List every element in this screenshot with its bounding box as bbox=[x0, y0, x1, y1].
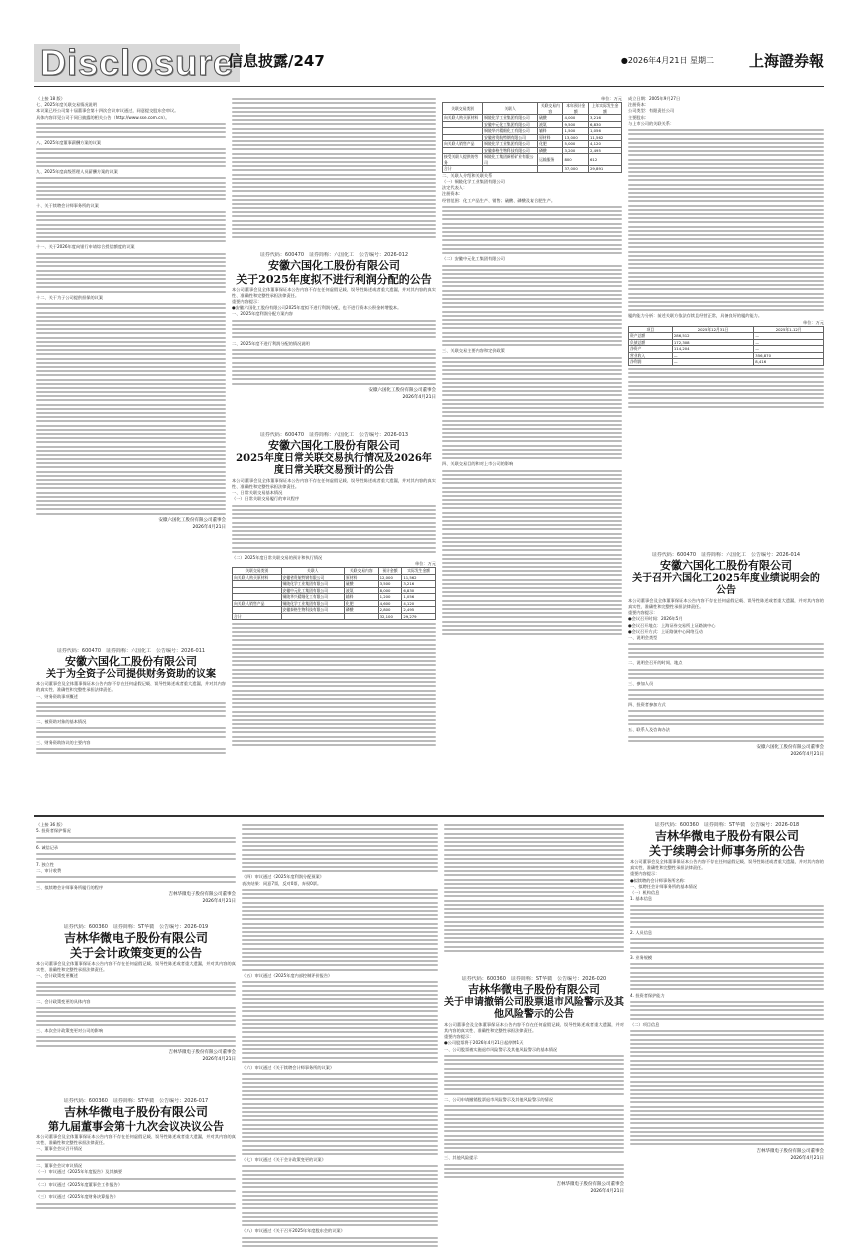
related-transactions-table bbox=[232, 567, 436, 620]
announcement-title: 关于为全资子公司提供财务资助的议案 bbox=[46, 668, 216, 680]
paragraph: 二、关联人介绍和关联关系 bbox=[442, 172, 493, 178]
paragraph: 公司类型：有限责任公司 bbox=[628, 108, 675, 114]
table-header: 上年实际发生金额 bbox=[589, 103, 622, 115]
company-title: 吉林华微电子股份有限公司 bbox=[654, 829, 799, 843]
table-caption: 单位：万元 bbox=[601, 96, 622, 101]
paragraph: ●公司股票将于2026年4月21日起停牌1天 bbox=[444, 1040, 524, 1046]
code-line: 证券代码：600470 证券简称：六国化工 公告编号：2026-012 bbox=[259, 252, 409, 258]
paragraph: 本公司董事会及全体董事保证本公告内容不存在任何虚假记载、误导性陈述或者重大遗漏，并对其内容的真实性、准确性和完整性承担法律责任。 bbox=[232, 286, 436, 298]
company-title: 安徽六国化工股份有限公司 bbox=[268, 439, 400, 452]
announcement-title: 关于会计政策变更的公告 bbox=[69, 946, 202, 960]
lower-col1-top bbox=[36, 822, 236, 920]
paragraph: 三、财务资助协议的主要内容 bbox=[36, 739, 91, 745]
masthead bbox=[34, 44, 824, 82]
signoff-date: 2026年4月21日 bbox=[402, 394, 436, 400]
paragraph: 一、说明会类型 bbox=[628, 634, 658, 640]
announcement-title: 关于召开六国化工2025年度业绩说明会的公告 bbox=[632, 572, 820, 597]
table-header: 2025年12月31日 bbox=[672, 326, 753, 333]
paragraph: （二）安徽中元化工集团有限公司 bbox=[442, 256, 505, 262]
forecast-table bbox=[442, 102, 622, 173]
paragraph: 2. 人员信息 bbox=[630, 929, 653, 935]
paragraph: 三、关联交易主要内容和定价政策 bbox=[442, 348, 505, 354]
paragraph: 重要内容提示： bbox=[630, 871, 660, 877]
company-title: 安徽六国化工股份有限公司 bbox=[65, 655, 197, 668]
paragraph: 成立日期：2005年9月27日 bbox=[628, 96, 681, 101]
table-row: 安徽泰格生物科技有限公司 磷酸 2,800 2,495 bbox=[233, 607, 436, 614]
table-row: 铜陵华兴精细化工有限公司 辅料 1,200 1,056 bbox=[233, 594, 436, 601]
paragraph: 6. 诚信记录 bbox=[36, 844, 59, 850]
announcement-delisting-warning bbox=[444, 976, 624, 1248]
paragraph: 与上市公司的关联关系： bbox=[628, 120, 675, 126]
paper-name: 上海證券報 bbox=[748, 52, 824, 70]
paragraph: ●安徽六国化工股份有限公司2025年度拟不进行利润分配，也不进行资本公积金转增股本。 bbox=[232, 305, 402, 311]
paragraph: 本公司董事会及全体董事保证本公告内容不存在任何虚假记载、误导性陈述或者重大遗漏，并对其内容的真实性、准确性和完整性承担法律责任。 bbox=[232, 477, 436, 489]
paragraph: （一）日常关联交易履行的审议程序 bbox=[232, 496, 300, 502]
code-line: 证券代码：600360 证券简称：ST华微 公告编号：2026-017 bbox=[63, 1098, 209, 1104]
code-line: 证券代码：600360 证券简称：ST华微 公告编号：2026-020 bbox=[461, 976, 607, 982]
table-row: 合计 32,100 29,279 bbox=[233, 613, 436, 620]
announcement-auditor-renewal bbox=[630, 822, 824, 1248]
paragraph: 二、会计政策变更的具体内容 bbox=[36, 998, 91, 1004]
paragraph: 三、参加人员 bbox=[628, 681, 654, 687]
paragraph: 主要股东： bbox=[628, 114, 649, 120]
signoff: 安徽六国化工股份有限公司董事会 bbox=[756, 744, 824, 750]
paragraph: （一）铜陵化学工业集团有限公司 bbox=[442, 178, 505, 184]
list-item: 具体内容详见公司于同日披露的相关公告（http://www.sse.com.cn）。 bbox=[36, 114, 170, 120]
code-line: 证券代码：600470 证券简称：六国化工 公告编号：2026-013 bbox=[259, 432, 409, 438]
table-row: 资产总额 286,512 — bbox=[629, 333, 824, 340]
table-row: 接受关联人提供的劳务 铜陵化工集团新桥矿业有限公司 运输服务 800 612 bbox=[443, 154, 622, 166]
paragraph: 本公司董事会及全体董事保证本公告内容不存在任何虚假记载、误导性陈述或者重大遗漏，并对其内容的真实性、准确性和完整性承担法律责任。 bbox=[444, 1021, 624, 1033]
code-line: 证券代码：600360 证券简称：ST华微 公告编号：2026-018 bbox=[654, 822, 800, 828]
paragraph: 本公司董事会及全体董事保证本公告内容不存在任何虚假记载、误导性陈述或者重大遗漏，并对其内容的真实性、准确性和完整性承担法律责任。 bbox=[36, 961, 236, 973]
table-header: 关联交易类别 bbox=[233, 568, 282, 575]
paragraph: （三）审议通过《2025年度财务决算报告》 bbox=[36, 1194, 118, 1200]
paragraph: 三、本次会计政策变更对公司的影响 bbox=[36, 1027, 104, 1033]
signoff: 吉林华微电子股份有限公司董事会 bbox=[756, 1148, 824, 1154]
paragraph: 一、拟聘任会计师事务所的基本情况 bbox=[630, 883, 698, 889]
table-header: 关联人 bbox=[483, 103, 538, 115]
brand-logo: Disclosure bbox=[34, 44, 240, 82]
paragraph: 4. 投资者保护能力 bbox=[630, 992, 665, 998]
paragraph: 经营范围：化工产品生产、销售；硫酸、磷酸及复合肥生产。 bbox=[442, 197, 556, 203]
lower-col3-top bbox=[444, 822, 624, 972]
paragraph: （二）2025年度日常关联交易的预计和执行情况 bbox=[232, 555, 323, 560]
paragraph: 二、董事会会议审议情况 bbox=[36, 1162, 83, 1168]
announcement-accounting-policy bbox=[36, 924, 236, 1094]
col4-right bbox=[628, 96, 824, 546]
header-rule bbox=[34, 86, 824, 87]
section-title: 信息披露/247 bbox=[228, 52, 325, 70]
code-line: 证券代码：600360 证券简称：ST华微 公告编号：2026-019 bbox=[63, 924, 209, 930]
signoff: 吉林华微电子股份有限公司董事会 bbox=[556, 1181, 624, 1187]
signoff: 吉林华微电子股份有限公司董事会 bbox=[168, 1049, 236, 1055]
table-header: 关联交易内容 bbox=[538, 103, 563, 115]
announcement-profit-distribution bbox=[232, 252, 436, 427]
paragraph: 注册资本： bbox=[628, 102, 649, 108]
paragraph: 四、投资者参加方式 bbox=[628, 702, 666, 708]
paragraph: 7. 独立性 bbox=[36, 861, 54, 867]
table-row: 安徽泰格生物科技有限公司 磷酸 3,200 2,495 bbox=[443, 147, 622, 154]
table-row: 向关联人销售产品 铜陵化学工业集团有限公司 化肥 5,000 4,120 bbox=[443, 141, 622, 148]
paragraph: （五）审议通过《2025年度内部控制评价报告》 bbox=[242, 972, 333, 978]
continuation-label: （上接 36 版） bbox=[36, 822, 65, 827]
announcement-related-transactions bbox=[232, 432, 436, 810]
company-title: 吉林华微电子股份有限公司 bbox=[63, 1105, 208, 1119]
paragraph: 一、财务资助事项概述 bbox=[36, 693, 78, 699]
table-row: 净利润 — 8,416 bbox=[629, 359, 824, 366]
continuation-label: （上接 18 版） bbox=[36, 96, 65, 101]
paragraph: （二）审议通过《2025年度董事会工作报告》 bbox=[36, 1181, 123, 1187]
paragraph: 表决结果：同意7票，反对0票，弃权0票。 bbox=[242, 880, 322, 886]
paragraph: 一、会计政策变更概述 bbox=[36, 973, 78, 979]
announcement-title: 关于2025年度拟不进行利润分配的公告 bbox=[236, 272, 432, 286]
paragraph: 一、公司股票被实施退市风险警示及其他风险警示的基本情况 bbox=[444, 1046, 558, 1052]
list-item: 十二、关于为子公司提供担保的议案 bbox=[36, 294, 104, 300]
signoff-date: 2026年4月21日 bbox=[790, 1155, 824, 1161]
paragraph: 一、董事会会议召开情况 bbox=[36, 1146, 83, 1152]
signoff-date: 2026年4月21日 bbox=[790, 751, 824, 757]
signoff-date: 2026年4月21日 bbox=[590, 1188, 624, 1194]
list-item: 十一、关于2026年度向银行申请综合授信额度的议案 bbox=[36, 244, 135, 250]
signoff: 吉林华微电子股份有限公司董事会 bbox=[168, 891, 236, 897]
paragraph: 本公司董事会及全体董事保证本公告内容不存在任何虚假记载、误导性陈述或者重大遗漏，并对其内容的真实性、准确性和完整性承担法律责任。 bbox=[628, 597, 824, 609]
page-divider bbox=[34, 815, 824, 817]
paragraph: 四、关联交易目的和对上市公司的影响 bbox=[442, 461, 514, 467]
table-header: 关联交易内容 bbox=[344, 568, 378, 575]
paragraph: 三、其他风险提示 bbox=[444, 1155, 478, 1161]
paragraph: 一、2025年度利润分配方案内容 bbox=[232, 311, 293, 317]
table-header: 项目 bbox=[629, 326, 673, 333]
paragraph: 本公司董事会及全体董事保证本公告内容不存在任何虚假记载、误导性陈述或者重大遗漏，并对其内容的真实性、准确性和完整性承担法律责任。 bbox=[36, 681, 226, 693]
table-header: 预计金额 bbox=[378, 568, 402, 575]
paragraph: 重要内容提示： bbox=[232, 298, 262, 304]
table-row: 合计 37,000 29,891 bbox=[443, 166, 622, 173]
paragraph: 履约能力分析：前述关联方依法存续且经营正常，具备良好的履约能力。 bbox=[628, 313, 763, 319]
paragraph: 重要内容提示： bbox=[444, 1034, 474, 1040]
signoff: 安徽六国化工股份有限公司董事会 bbox=[158, 517, 226, 523]
code-line: 证券代码：600470 证券简称：六国化工 公告编号：2026-014 bbox=[651, 552, 801, 558]
table-caption: 单位：万元 bbox=[415, 561, 436, 567]
paragraph: ●会议召开方式：上证路演中心网络互动 bbox=[628, 628, 703, 634]
table-row: 营业收入 — 356,870 bbox=[629, 352, 824, 359]
table-header: 实际发生金额 bbox=[402, 568, 436, 575]
paragraph: 法定代表人： bbox=[442, 185, 468, 191]
signoff: 安徽六国化工股份有限公司董事会 bbox=[368, 387, 436, 393]
company-title: 安徽六国化工股份有限公司 bbox=[660, 559, 792, 572]
paragraph: 二、2025年度不进行利润分配的情况说明 bbox=[232, 340, 310, 346]
table-row: 铜陵华兴精细化工有限公司 辅料 1,500 1,056 bbox=[443, 128, 622, 135]
paragraph: 二、审计收费 bbox=[36, 867, 62, 873]
company-title: 吉林华微电子股份有限公司 bbox=[468, 983, 600, 996]
paragraph: 二、说明会召开的时间、地点 bbox=[628, 660, 683, 666]
table-header: 2025年1-12月 bbox=[754, 326, 824, 333]
lower-col2 bbox=[242, 822, 438, 1248]
signoff-date: 2026年4月21日 bbox=[202, 1056, 236, 1062]
list-item: 八、2025年度董事薪酬方案的议案 bbox=[36, 139, 102, 145]
paragraph: 二、公司申请撤销股票退市风险警示及其他风险警示的情况 bbox=[444, 1096, 553, 1102]
table-header: 本年预计金额 bbox=[563, 103, 589, 115]
list-item: 九、2025年度高级管理人员薪酬方案的议案 bbox=[36, 169, 118, 175]
table-header: 关联交易类别 bbox=[443, 103, 483, 115]
paragraph: 1. 基本信息 bbox=[630, 896, 653, 902]
paragraph: 5. 投资者保护情况 bbox=[36, 828, 71, 834]
announcement-title: 第九届董事会第十九次会议决议公告 bbox=[48, 1120, 224, 1133]
paragraph: 注册资本： bbox=[442, 191, 463, 197]
company-title: 吉林华微电子股份有限公司 bbox=[63, 931, 208, 945]
announcement-earnings-call bbox=[628, 552, 824, 810]
list-item: 十、关于续聘会计师事务所的议案 bbox=[36, 202, 99, 208]
paragraph: 重要内容提示： bbox=[628, 610, 658, 616]
company-title: 安徽六国化工股份有限公司 bbox=[268, 259, 400, 272]
col2-top-text bbox=[232, 96, 436, 246]
paragraph: （四）审议通过《2025年度利润分配预案》 bbox=[242, 874, 324, 880]
paragraph: （六）审议通过《关于续聘会计师事务所的议案》 bbox=[242, 1064, 335, 1070]
paragraph: ●拟续聘的会计师事务所名称： bbox=[630, 877, 689, 883]
paragraph: （一）机构信息 bbox=[630, 890, 660, 896]
signoff-date: 2026年4月21日 bbox=[192, 524, 226, 530]
table-row: 安徽中元化工集团有限公司 液氨 8,000 6,830 bbox=[233, 587, 436, 594]
paragraph: 一、日常关联交易基本情况 bbox=[232, 490, 283, 496]
announcement-title: 关于申请撤销公司股票退市风险警示及其他风险警示的公告 bbox=[444, 996, 624, 1021]
announcement-financial-aid bbox=[36, 648, 226, 798]
paragraph: ●会议召开地点：上海证券交易所上证路演中心 bbox=[628, 622, 716, 628]
issue-date: ●2026年4月21日 星期二 bbox=[620, 56, 714, 65]
list-item: 七、2025年度关联交易情况说明 bbox=[36, 102, 97, 108]
table-row: 向关联人销售产品 铜陵化学工业集团有限公司 化肥 4,600 4,120 bbox=[233, 600, 436, 607]
announcement-title: 2025年度日常关联交易执行情况及2026年度日常关联交易预计的公告 bbox=[236, 452, 432, 477]
code-line: 证券代码：600470 证券简称：六国化工 公告编号：2026-011 bbox=[56, 648, 206, 654]
announcement-title: 关于续聘会计师事务所的公告 bbox=[648, 844, 805, 858]
table-caption: 单位：万元 bbox=[803, 319, 824, 325]
paragraph: 3. 业务规模 bbox=[630, 954, 653, 960]
table-row: 净资产 114,204 — bbox=[629, 346, 824, 353]
paragraph: 三、拟续聘会计师事务所履行的程序 bbox=[36, 884, 104, 890]
paragraph: 本公司董事会及全体董事保证本公告内容不存在任何虚假记载、误导性陈述或者重大遗漏，并对其内容的真实性、准确性和完整性承担法律责任。 bbox=[36, 1133, 236, 1145]
table-row: 安徽省贵航特钢有限公司 原材料 13,000 11,562 bbox=[443, 134, 622, 141]
financial-summary-table bbox=[628, 326, 824, 366]
table-row: 安徽中元化工集团有限公司 液氨 9,500 6,830 bbox=[443, 121, 622, 128]
paragraph: 本公司董事会及全体董事保证本公告内容不存在任何虚假记载、误导性陈述或者重大遗漏，并对其内容的真实性、准确性和完整性承担法律责任。 bbox=[630, 859, 824, 871]
paragraph: 五、联系人及咨询办法 bbox=[628, 727, 670, 733]
paragraph: （二）项目信息 bbox=[630, 1021, 660, 1027]
paragraph: ●会议召开时间：2026年5月 bbox=[628, 616, 683, 622]
paragraph: 二、被资助对象的基本情况 bbox=[36, 718, 87, 724]
signoff-date: 2026年4月21日 bbox=[202, 898, 236, 904]
table-header: 关联人 bbox=[281, 568, 344, 575]
announcement-board-resolution bbox=[36, 1098, 236, 1248]
col1-top bbox=[36, 96, 226, 641]
paragraph: （一）审议通过《2025年年度报告》及其摘要 bbox=[36, 1169, 123, 1175]
list-item: 本议案已经公司第十届董事会第十四次会议审议通过，同意提交股东会审议。 bbox=[36, 108, 179, 114]
paragraph: （八）审议通过《关于召开2025年年度股东会的议案》 bbox=[242, 1228, 345, 1234]
table-row: 负债总额 172,308 — bbox=[629, 339, 824, 346]
col3-related-forecast bbox=[442, 96, 622, 811]
paragraph: （七）审议通过《关于会计政策变更的议案》 bbox=[242, 1157, 326, 1163]
table-row: 向关联人购买原材料 铜陵化学工业集团有限公司 硫酸 4,000 3,216 bbox=[443, 115, 622, 122]
table-row: 向关联人购买原材料 安徽省贵航特钢有限公司 原材料 12,000 11,562 bbox=[233, 574, 436, 581]
table-row: 铜陵化学工业集团有限公司 硫酸 3,500 3,216 bbox=[233, 581, 436, 588]
